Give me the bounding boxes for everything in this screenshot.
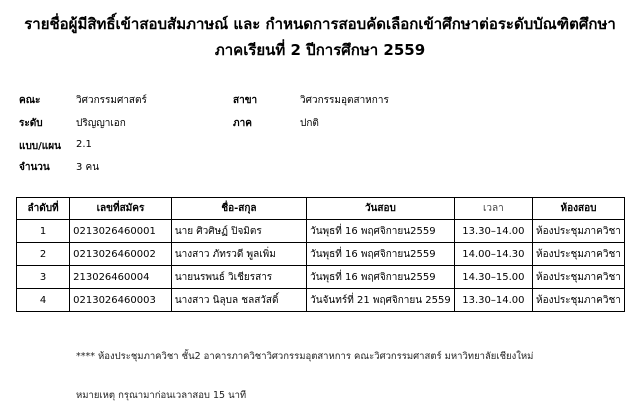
cell-exam-room: ห้องประชุมภาควิชา bbox=[532, 266, 624, 289]
table-header-row bbox=[17, 198, 625, 220]
cell-time: 14.00–14.30 bbox=[454, 243, 532, 266]
cell-exam-room: ห้องประชุมภาควิชา bbox=[532, 289, 624, 312]
table-row bbox=[17, 243, 625, 266]
cell-application-no: 0213026460003 bbox=[70, 289, 172, 312]
header-exam-date: วันสอบ bbox=[307, 198, 455, 220]
room-location-note: **** ห้องประชุมภาควิชา ชั้น2 อาคารภาควิชาวิศวกรรมอุตสาหการ คณะวิศวกรรมศาสตร์ มหาวิทยาลัยเชียงใหม่ bbox=[76, 351, 534, 362]
cell-application-no: 0213026460001 bbox=[70, 220, 172, 243]
cell-exam-date: วันจันทร์ที่ 21 พฤศจิกายน 2559 bbox=[307, 289, 455, 312]
header-application-no: เลขที่สมัคร bbox=[70, 198, 172, 220]
header-name: ชื่อ-สกุล bbox=[171, 198, 306, 220]
major-value: วิศวกรรมอุตสาหการ bbox=[300, 95, 389, 106]
plan-value: 2.1 bbox=[76, 139, 92, 150]
cell-exam-date: วันพุธที่ 16 พฤศจิกายน2559 bbox=[307, 220, 455, 243]
level-value: ปริญญาเอก bbox=[76, 118, 126, 129]
cell-order: 3 bbox=[17, 266, 70, 289]
level-label: ระดับ bbox=[19, 118, 43, 129]
plan-label: แบบ/แผน bbox=[19, 141, 61, 152]
cell-time: 13.30–14.00 bbox=[454, 289, 532, 312]
document-subtitle: ภาคเรียนที่ 2 ปีการศึกษา 2559 bbox=[214, 41, 426, 59]
table-row bbox=[17, 266, 625, 289]
header-exam-room: ห้องสอบ bbox=[532, 198, 624, 220]
cell-name: นาย ศิวศิษฏ์ ปิจมิตร bbox=[171, 220, 306, 243]
cell-order: 2 bbox=[17, 243, 70, 266]
cell-name: นางสาว นิลุบล ชลสวัสดิ์ bbox=[171, 289, 306, 312]
count-label: จำนวน bbox=[19, 162, 50, 173]
cell-exam-room: ห้องประชุมภาควิชา bbox=[532, 243, 624, 266]
faculty-label: คณะ bbox=[19, 95, 41, 106]
faculty-value: วิศวกรรมศาสตร์ bbox=[76, 95, 147, 106]
program-value: ปกติ bbox=[300, 118, 319, 129]
cell-time: 14.30–15.00 bbox=[454, 266, 532, 289]
cell-exam-date: วันพุธที่ 16 พฤศจิกายน2559 bbox=[307, 243, 455, 266]
header-time: เวลา bbox=[454, 198, 532, 220]
cell-order: 1 bbox=[17, 220, 70, 243]
cell-application-no: 213026460004 bbox=[70, 266, 172, 289]
cell-exam-date: วันพุธที่ 16 พฤศจิกายน2559 bbox=[307, 266, 455, 289]
remark-note: หมายเหตุ กรุณามาก่อนเวลาสอบ 15 นาที bbox=[76, 390, 247, 401]
cell-order: 4 bbox=[17, 289, 70, 312]
cell-application-no: 0213026460002 bbox=[70, 243, 172, 266]
count-value: 3 คน bbox=[76, 162, 100, 173]
header-order: ลำดับที่ bbox=[17, 198, 70, 220]
cell-name: นายนรพนธ์ วิเชียรสาร bbox=[171, 266, 306, 289]
table-row bbox=[17, 289, 625, 312]
candidate-table bbox=[16, 197, 625, 312]
cell-name: นางสาว ภัทรวดี พูลเพิ่ม bbox=[171, 243, 306, 266]
cell-exam-room: ห้องประชุมภาควิชา bbox=[532, 220, 624, 243]
program-label: ภาค bbox=[233, 118, 252, 129]
table-row bbox=[17, 220, 625, 243]
document-title: รายชื่อผู้มีสิทธิ์เข้าสอบสัมภาษณ์ และ กำหนดการสอบคัดเลือกเข้าศึกษาต่อระดับบัณฑิตศึกษา bbox=[24, 15, 616, 33]
cell-time: 13.30–14.00 bbox=[454, 220, 532, 243]
major-label: สาขา bbox=[233, 95, 258, 106]
